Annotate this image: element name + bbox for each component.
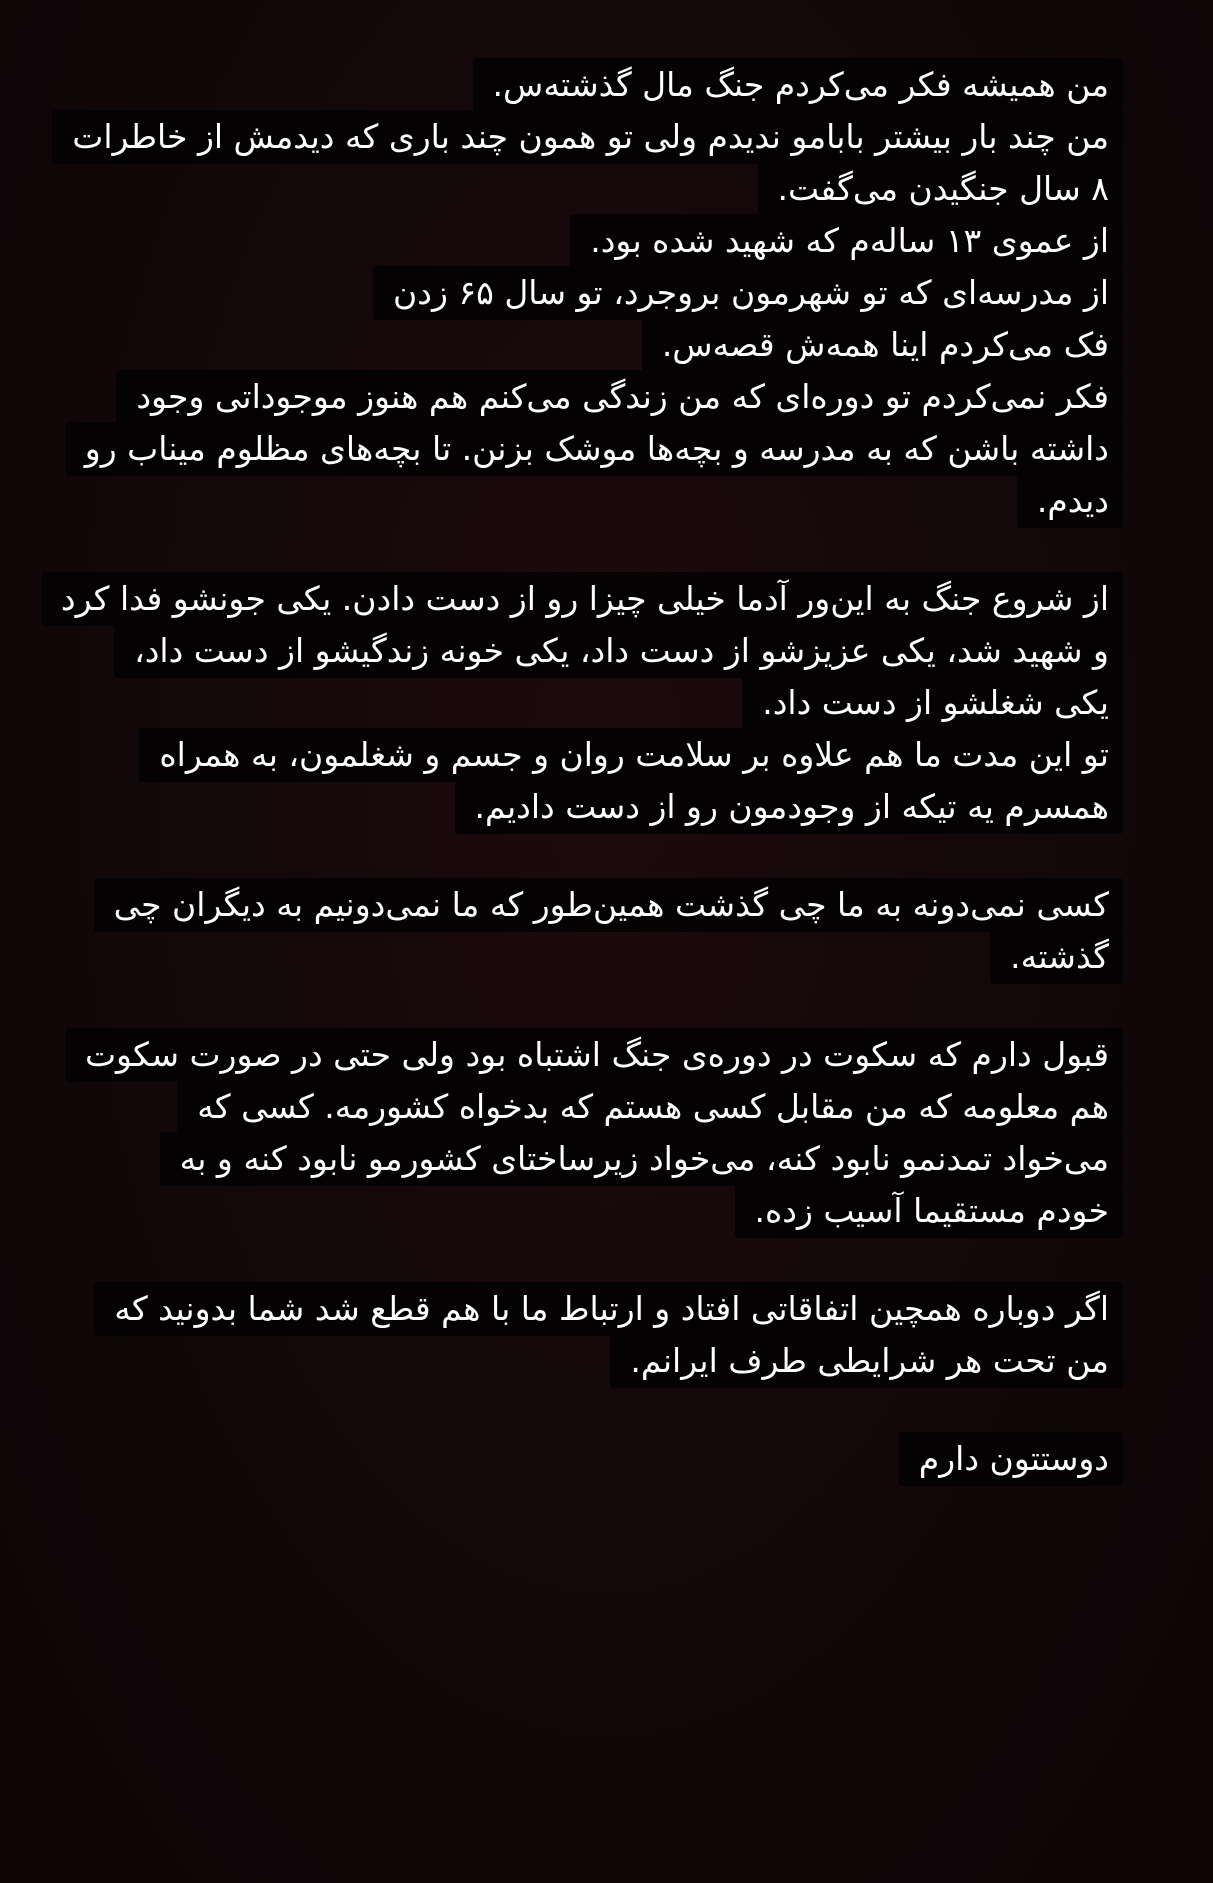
text-line: ۸ سال جنگیدن می‌گفت. — [758, 162, 1123, 216]
text-line: اگر دوباره همچین اتفاقاتی افتاد و ارتباط ما با هم قطع شد شما بدونید که — [94, 1282, 1123, 1336]
paragraph-losses — [41, 572, 1123, 832]
text-line: از عموی ۱۳ ساله‌م که شهید شده بود. — [570, 214, 1123, 268]
paragraph-war-memories — [52, 58, 1123, 526]
paragraph-nobody-knows — [94, 878, 1123, 982]
text-line: همسرم یه تیکه از وجودمون رو از دست دادیم. — [455, 780, 1123, 834]
text-line: من تحت هر شرایطی طرف ایرانم. — [610, 1334, 1123, 1388]
text-line: کسی نمی‌دونه به ما چی گذشت همین‌طور که ما نمی‌دونیم به دیگران چی — [94, 878, 1123, 932]
text-line: از مدرسه‌ای که تو شهرمون بروجرد، تو سال ۶۵ زدن — [373, 266, 1123, 320]
paragraph-closing — [899, 1432, 1123, 1484]
text-line: یکی شغلشو از دست داد. — [742, 676, 1123, 730]
text-line: من چند بار بیشتر بابامو ندیدم ولی تو همون چند باری که دیدمش از خاطرات — [52, 110, 1123, 164]
text-line: خودم مستقیما آسیب زده. — [735, 1184, 1124, 1238]
text-line: دوستتون دارم — [899, 1432, 1123, 1486]
text-line: قبول دارم که سکوت در دوره‌ی جنگ اشتباه بود ولی حتی در صورت سکوت — [65, 1028, 1123, 1082]
text-line: هم معلومه که من مقابل کسی هستم که بدخواه کشورمه. کسی که — [177, 1080, 1123, 1134]
story-text-container — [60, 58, 1123, 1530]
text-line: تو این مدت ما هم علاوه بر سلامت روان و جسم و شغلمون، به همراه — [139, 728, 1123, 782]
text-line: از شروع جنگ به این‌ور آدما خیلی چیزا رو از دست دادن. یکی جونشو فدا کرد — [41, 572, 1123, 626]
text-line: و شهید شد، یکی عزیزشو از دست داد، یکی خونه زندگیشو از دست داد، — [114, 624, 1123, 678]
text-line: گذشته. — [990, 930, 1123, 984]
text-line: داشته باشن که به مدرسه و بچه‌ها موشک بزنن. تا بچه‌های مظلوم میناب رو — [65, 422, 1123, 476]
text-line: فکر نمی‌کردم تو دوره‌ای که من زندگی می‌کنم هم هنوز موجوداتی وجود — [116, 370, 1123, 424]
text-line: می‌خواد تمدنمو نابود کنه، می‌خواد زیرساختای کشورمو نابود کنه و به — [160, 1132, 1123, 1186]
text-line: فک می‌کردم اینا همه‌ش قصه‌س. — [642, 318, 1123, 372]
text-line: من همیشه فکر می‌کردم جنگ مال گذشته‌س. — [473, 58, 1123, 112]
paragraph-silence — [65, 1028, 1123, 1236]
text-line: دیدم. — [1017, 474, 1123, 528]
paragraph-stand-with-iran — [94, 1282, 1123, 1386]
